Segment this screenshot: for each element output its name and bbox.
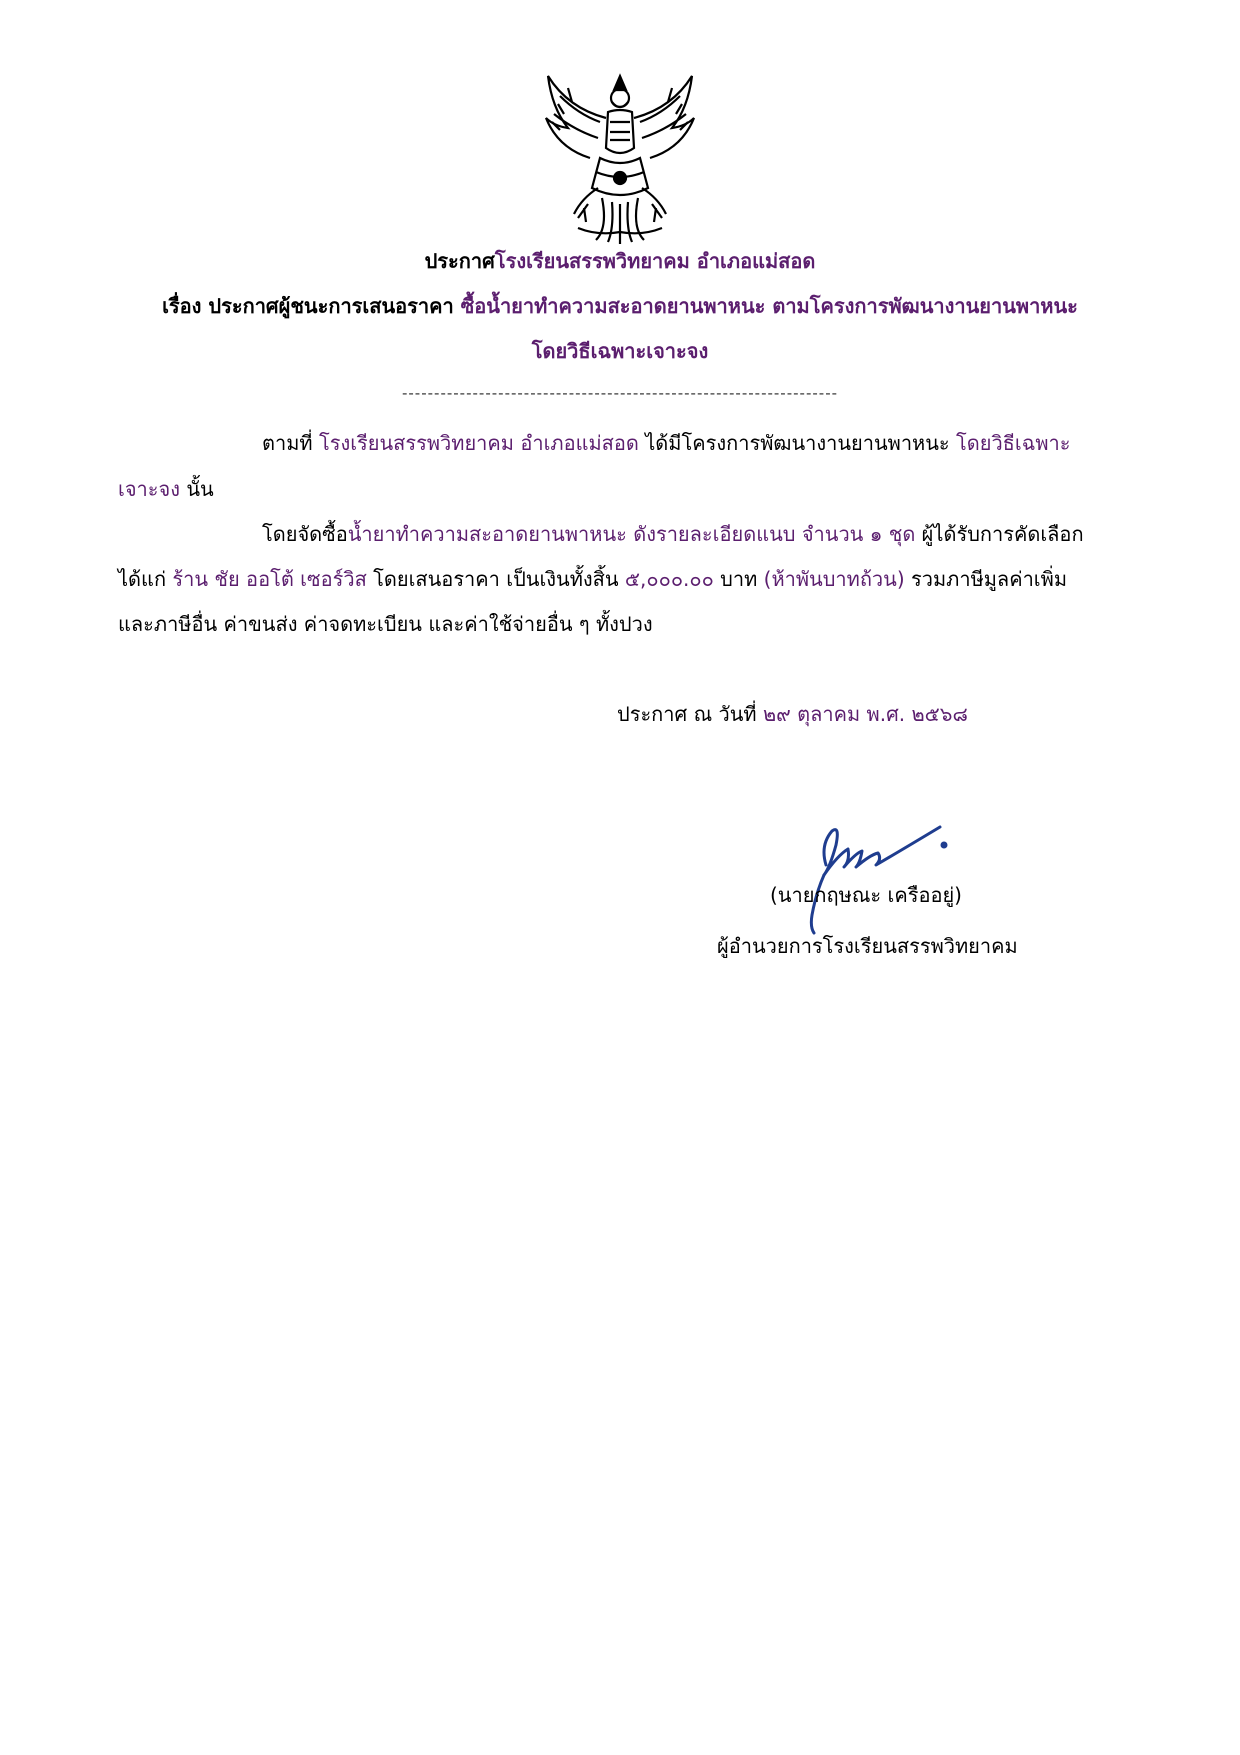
p2-vendor: ร้าน ชัย ออโต้ เซอร์วิส <box>172 567 367 591</box>
school-name: โรงเรียนสรรพวิทยาคม อำเภอแม่สอด <box>494 249 816 273</box>
p2-text-d: โดยเสนอราคา เป็นเงินทั้งสิ้น <box>366 567 625 591</box>
p1-text-b: ได้มีโครงการพัฒนางานยานพาหนะ <box>638 431 956 455</box>
p2-amount: ๕,๐๐๐.๐๐ <box>624 567 714 591</box>
paragraph1-line2 <box>118 474 214 504</box>
garuda-emblem-icon <box>538 68 702 244</box>
p1-school: โรงเรียนสรรพวิทยาคม อำเภอแม่สอด <box>318 431 639 455</box>
method-line <box>0 336 1240 366</box>
p2-text-a: โดยจัดซื้อ <box>262 522 348 546</box>
p1-text-c: นั้น <box>180 477 214 501</box>
announce-date-line <box>617 699 968 729</box>
title-prefix: ประกาศ <box>424 249 495 273</box>
handwritten-signature <box>790 805 970 935</box>
signer-position: ผู้อำนวยการโรงเรียนสรรพวิทยาคม <box>717 934 1018 958</box>
paragraph2-line1 <box>262 519 1084 549</box>
subject-line <box>0 291 1240 321</box>
p1-method-part2: เจาะจง <box>118 477 181 501</box>
announce-date: ๒๙ ตุลาคม พ.ศ. ๒๕๖๘ <box>762 702 968 726</box>
announce-label: ประกาศ ณ วันที่ <box>617 702 763 726</box>
title-separator: -------------------------------------------------------------------- <box>401 384 839 402</box>
announcement-title <box>0 246 1240 276</box>
p2-text-b: ผู้ได้รับการคัดเลือก <box>915 522 1084 546</box>
p2-amount-words: (ห้าพันบาทถ้วน) <box>763 567 905 591</box>
paragraph2-line2 <box>118 564 1067 594</box>
paragraph1-line1 <box>262 428 1071 458</box>
subject-prefix: เรื่อง ประกาศผู้ชนะการเสนอราคา <box>162 294 461 318</box>
p1-text-a: ตามที่ <box>262 431 319 455</box>
signer-name: (นายกฤษณะ เครืออยู่) <box>770 883 962 907</box>
p2-item: น้ำยาทำความสะอาดยานพาหนะ ดังรายละเอียดแนบ จำนวน ๑ ชุด <box>347 522 916 546</box>
p2-text-g: และภาษีอื่น ค่าขนส่ง ค่าจดทะเบียน และค่าใช้จ่ายอื่น ๆ ทั้งปวง <box>118 612 653 636</box>
procurement-method: โดยวิธีเฉพาะเจาะจง <box>531 339 709 363</box>
paragraph2-line3 <box>118 609 653 639</box>
p1-method-part1: โดยวิธีเฉพาะ <box>956 431 1071 455</box>
p2-text-e: บาท <box>713 567 764 591</box>
subject-text: ซื้อน้ำยาทำความสะอาดยานพาหนะ ตามโครงการพัฒนางานยานพาหนะ <box>460 294 1078 318</box>
p2-text-c: ได้แก่ <box>118 567 173 591</box>
p2-text-f: รวมภาษีมูลค่าเพิ่ม <box>904 567 1068 591</box>
